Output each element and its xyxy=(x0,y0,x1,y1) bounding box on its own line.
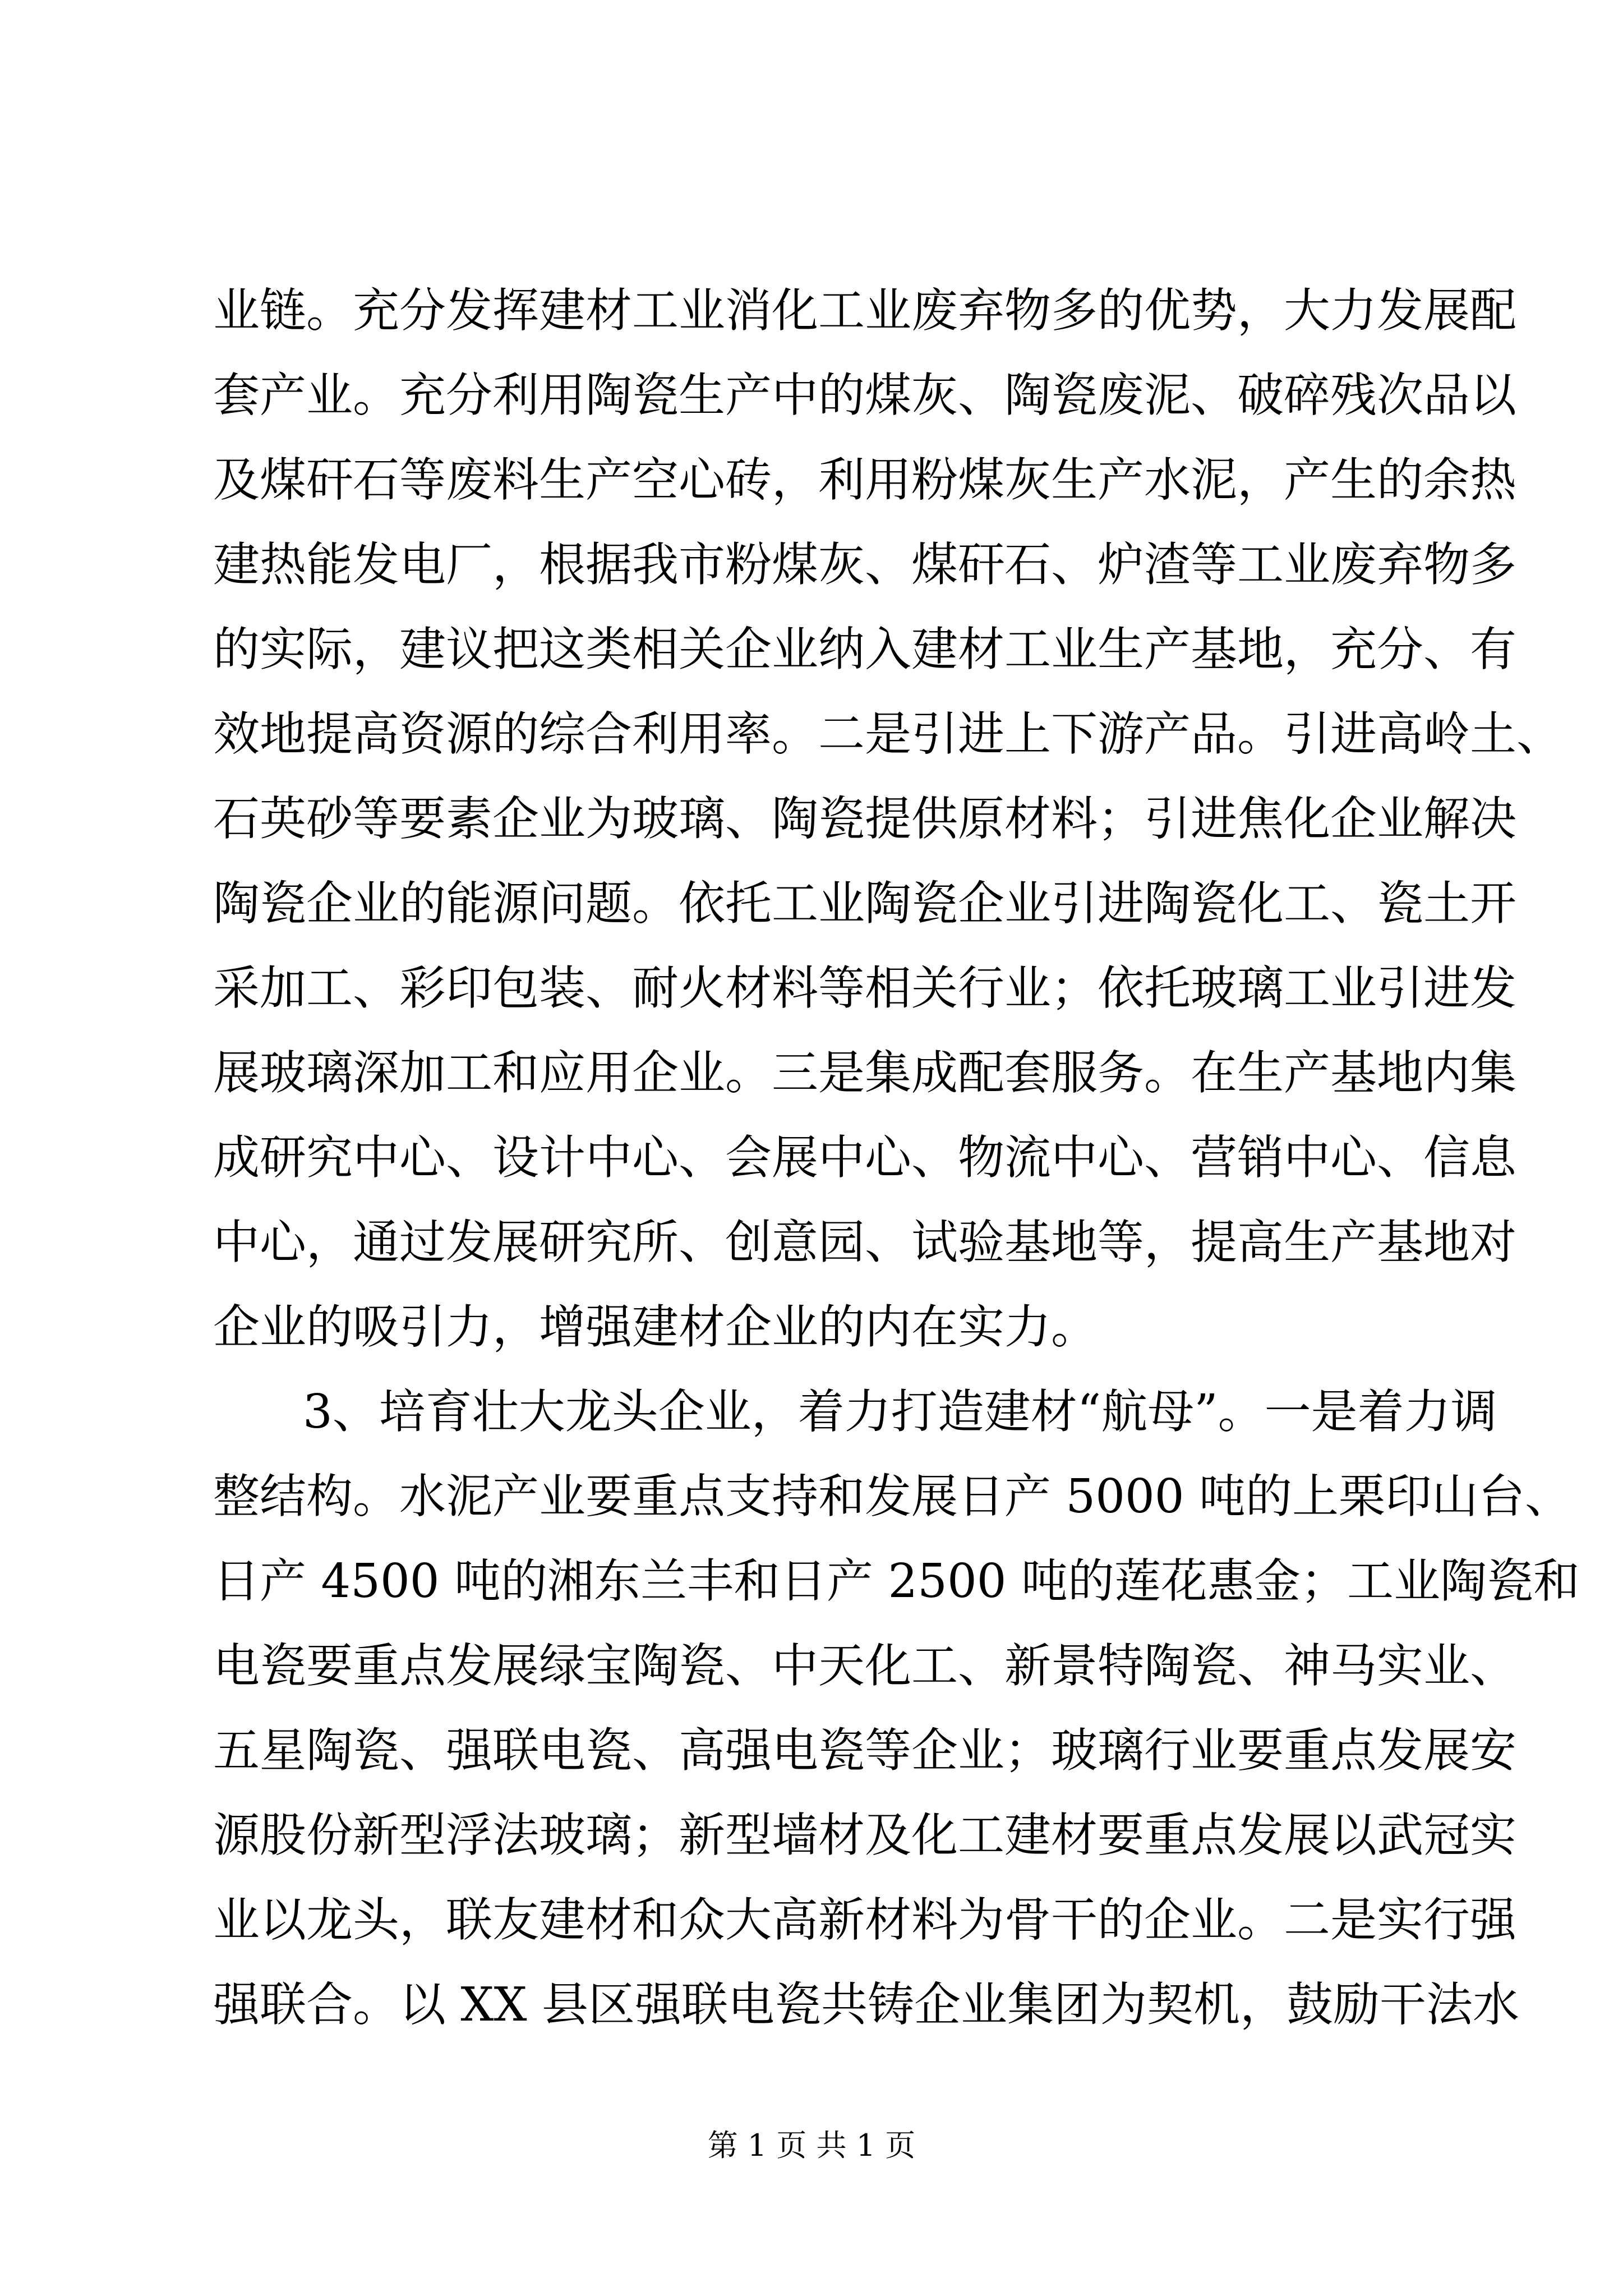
paragraph-line: 展玻璃深加工和应用企业。三是集成配套服务。在生产基地内集 xyxy=(213,1046,1516,1100)
paragraph-line: 业链。充分发挥建材工业消化工业废弃物多的优势，大力发展配 xyxy=(213,283,1516,338)
paragraph-line: 五星陶瓷、强联电瓷、高强电瓷等企业；玻璃行业要重点发展安 xyxy=(213,1723,1516,1778)
paragraph-line: 采加工、彩印包装、耐火材料等相关行业；依托玻璃工业引进发 xyxy=(213,961,1516,1015)
paragraph-line: 日产 4500 吨的湘东兰丰和日产 2500 吨的莲花惠金；工业陶瓷和 xyxy=(213,1554,1580,1608)
paragraph-line: 源股份新型浮法玻璃；新型墙材及化工建材要重点发展以武冠实 xyxy=(213,1808,1516,1862)
paragraph-line: 建热能发电厂，根据我市粉煤灰、煤矸石、炉渣等工业废弃物多 xyxy=(213,537,1516,592)
paragraph-line: 强联合。以 XX 县区强联电瓷共铸企业集团为契机，鼓励干法水 xyxy=(213,1977,1519,2032)
paragraph-line: 电瓷要重点发展绿宝陶瓷、中天化工、新景特陶瓷、神马实业、 xyxy=(213,1639,1516,1693)
paragraph-line: 套产业。充分利用陶瓷生产中的煤灰、陶瓷废泥、破碎残次品以 xyxy=(213,368,1516,422)
paragraph-line: 整结构。水泥产业要重点支持和发展日产 5000 吨的上栗印山台、 xyxy=(213,1469,1571,1524)
paragraph-line: 石英砂等要素企业为玻璃、陶瓷提供原材料；引进焦化企业解决 xyxy=(213,792,1516,846)
paragraph-line: 的实际，建议把这类相关企业纳入建材工业生产基地，充分、有 xyxy=(213,622,1516,677)
paragraph-line: 业以龙头，联友建材和众大高新材料为骨干的企业。二是实行强 xyxy=(213,1893,1516,1947)
paragraph-line: 3、培育壮大龙头企业，着力打造建材“航母”。一是着力调 xyxy=(303,1384,1497,1439)
paragraph-line: 陶瓷企业的能源问题。依托工业陶瓷企业引进陶瓷化工、瓷土开 xyxy=(213,876,1516,931)
paragraph-line: 效地提高资源的综合利用率。二是引进上下游产品。引进高岭土、 xyxy=(213,707,1563,761)
body-text xyxy=(213,268,1580,2047)
paragraph-line: 中心，通过发展研究所、创意园、试验基地等，提高生产基地对 xyxy=(213,1215,1516,1269)
paragraph-line: 及煤矸石等废料生产空心砖，利用粉煤灰生产水泥，产生的余热 xyxy=(213,453,1516,507)
paragraph-line: 成研究中心、设计中心、会展中心、物流中心、营销中心、信息 xyxy=(213,1130,1516,1185)
page-footer: 第 1 页 共 1 页 xyxy=(707,2128,916,2163)
paragraph-line: 企业的吸引力，增强建材企业的内在实力。 xyxy=(213,1300,1098,1354)
